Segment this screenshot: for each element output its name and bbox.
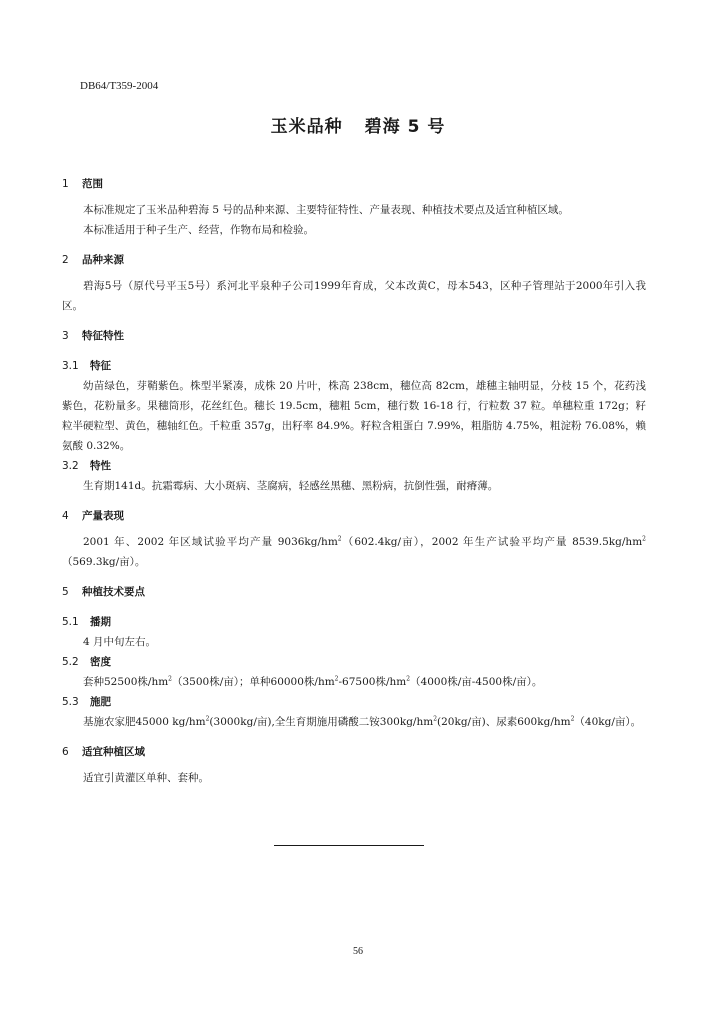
subsection-title: 特性 xyxy=(90,460,111,472)
subsection-5-3-heading xyxy=(62,692,646,712)
section-1-paragraph-2: 本标准适用于种子生产、经营，作物布局和检验。 xyxy=(83,224,314,236)
subsection-number: 5.2 xyxy=(62,656,79,668)
subsection-5-2-paragraph xyxy=(62,672,646,692)
document-title xyxy=(0,112,716,137)
text-run: （602.4kg/亩），2002 年生产试验平均产量 8539.5kg/hm xyxy=(341,536,643,548)
section-2-heading xyxy=(62,250,646,270)
superscript: 2 xyxy=(334,675,339,683)
superscript: 2 xyxy=(205,715,210,723)
section-title: 范围 xyxy=(82,178,103,190)
section-5-heading xyxy=(62,582,646,602)
text-run: 2001 年、2002 年区域试验平均产量 9036kg/hm xyxy=(83,536,338,548)
subsection-number: 5.1 xyxy=(62,616,79,628)
text-run: （3500株/亩）；单种60000株/hm xyxy=(172,676,335,688)
subsection-title: 特征 xyxy=(90,360,111,372)
text-run: (3000kg/亩),全生育期施用磷酸二铵300kg/hm xyxy=(209,716,434,728)
section-3-heading xyxy=(62,326,646,346)
section-number: 6 xyxy=(62,746,69,758)
text-run: -67500株/hm xyxy=(338,676,407,688)
section-4-paragraph xyxy=(62,532,646,572)
subsection-title: 密度 xyxy=(90,656,111,668)
superscript: 2 xyxy=(570,715,575,723)
subsection-number: 3.1 xyxy=(62,360,79,372)
text-run: (20kg/亩)、尿素600kg/hm xyxy=(437,716,571,728)
text-run: 套种52500株/hm xyxy=(83,676,169,688)
subsection-5-1-paragraph: 4 月中旬左右。 xyxy=(83,636,157,648)
section-title: 产量表现 xyxy=(82,510,124,522)
section-number: 2 xyxy=(62,254,69,266)
superscript: 2 xyxy=(337,535,342,543)
document-code: DB64/T359-2004 xyxy=(80,80,159,92)
superscript: 2 xyxy=(406,675,411,683)
section-title: 适宜种植区域 xyxy=(82,746,145,758)
text-run: 基施农家肥45000 kg/hm xyxy=(83,716,206,728)
subsection-number: 3.2 xyxy=(62,460,79,472)
subsection-number: 5.3 xyxy=(62,696,79,708)
section-number: 1 xyxy=(62,178,69,190)
section-title: 品种来源 xyxy=(82,254,124,266)
subsection-5-1-heading xyxy=(62,612,646,632)
section-4-heading xyxy=(62,506,646,526)
subsection-3-1-paragraph: 幼苗绿色，芽鞘紫色。株型半紧凑，成株 20 片叶，株高 238cm，穗位高 82cm，雄穗主轴明显，分枝 15 个，花药浅紫色，花粉量多。果穗筒形，花丝红色。穗长 19.5cm，穗粗 5cm，穗行数 16-18 行，行粒数 37 粒。单穗粒重 172g；籽粒半硬粒型、黄色，穗轴红色。千粒重 357g，出籽率 84.9%。籽粒含粗蛋白 7.99%，粗脂肪 4.75%，粗淀粉 76.08%，赖氨酸 0.32%。 xyxy=(62,380,646,452)
section-1-heading xyxy=(62,174,646,194)
section-number: 5 xyxy=(62,586,69,598)
subsection-title: 播期 xyxy=(90,616,111,628)
section-2-paragraph: 碧海5号（原代号平玉5号）系河北平泉种子公司1999年育成，父本改黄C，母本543，区种子管理站于2000年引入我区。 xyxy=(62,280,646,312)
title-part-2: 碧海 5 号 xyxy=(364,117,446,137)
text-run: （4000株/亩-4500株/亩）。 xyxy=(410,676,543,688)
text-run: （40kg/亩）。 xyxy=(574,716,642,728)
document-body xyxy=(62,174,646,788)
subsection-3-1-heading xyxy=(62,356,646,376)
section-6-paragraph: 适宜引黄灌区单种、套种。 xyxy=(83,772,209,784)
subsection-5-2-heading xyxy=(62,652,646,672)
subsection-title: 施肥 xyxy=(90,696,111,708)
section-number: 4 xyxy=(62,510,69,522)
subsection-5-3-paragraph xyxy=(62,712,646,732)
subsection-3-2-paragraph: 生育期141d。抗霜霉病、大小斑病、茎腐病，轻感丝黑穗、黑粉病，抗倒性强，耐瘠薄。 xyxy=(83,480,499,492)
page-number: 56 xyxy=(353,946,363,957)
subsection-3-2-heading xyxy=(62,456,646,476)
section-6-heading xyxy=(62,742,646,762)
superscript: 2 xyxy=(642,535,646,543)
superscript: 2 xyxy=(433,715,438,723)
section-title: 种植技术要点 xyxy=(82,586,145,598)
section-1-paragraph-1: 本标准规定了玉米品种碧海 5 号的品种来源、主要特征特性、产量表现、种植技术要点及适宜种植区域。 xyxy=(83,204,569,216)
end-rule xyxy=(274,845,424,846)
title-part-1: 玉米品种 xyxy=(270,117,343,137)
text-run: （569.3kg/亩）。 xyxy=(62,556,146,568)
section-title: 特征特性 xyxy=(82,330,124,342)
superscript: 2 xyxy=(168,675,172,683)
section-number: 3 xyxy=(62,330,69,342)
